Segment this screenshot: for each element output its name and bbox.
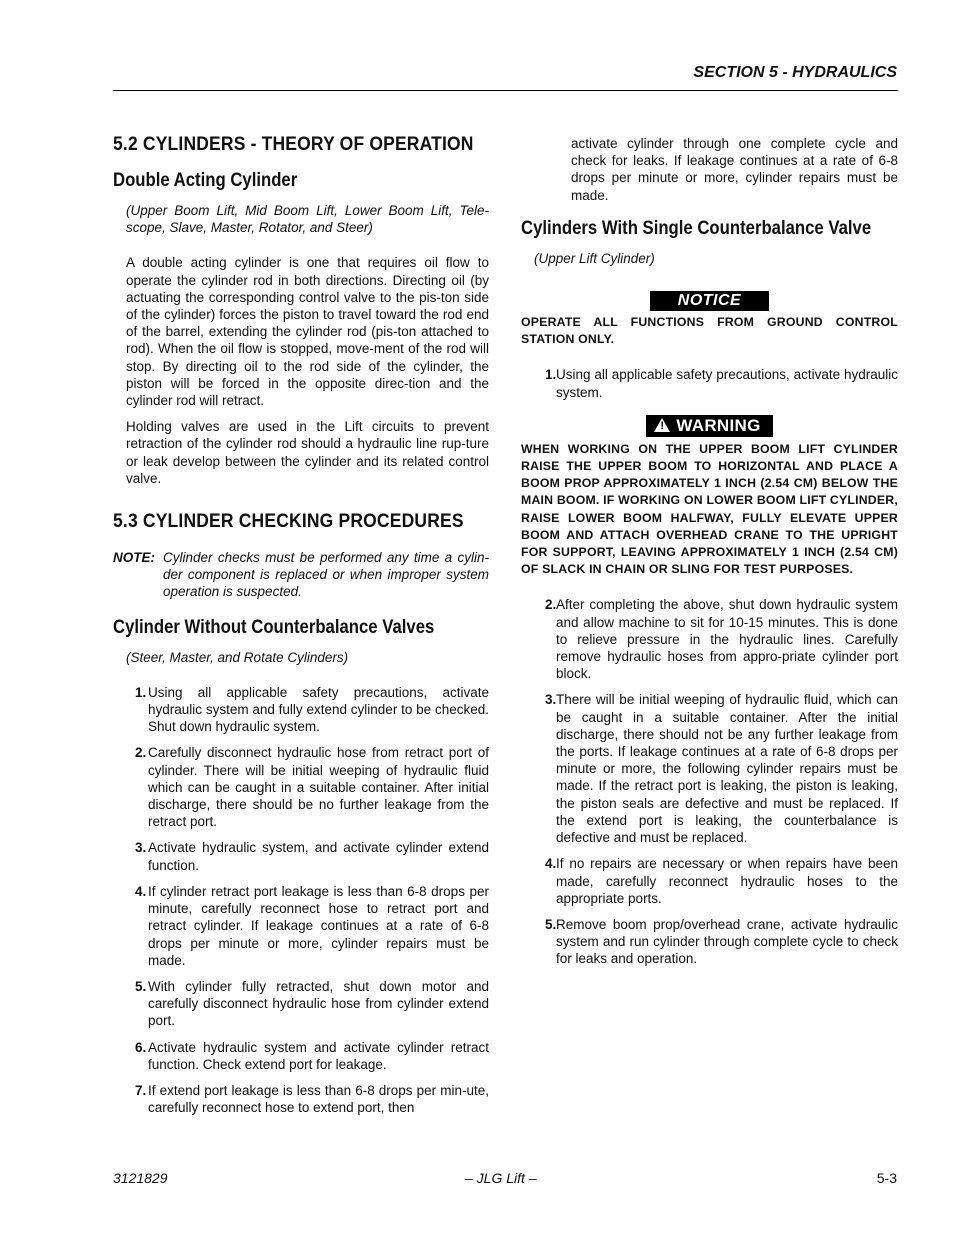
list-item: 5. Remove boom prop/overhead crane, activate hydraulic system and run cylinder through complete cycle to check for leaks and operation. xyxy=(545,916,898,967)
list-item: 4. If cylinder retract port leakage is less than 6-8 drops per minute, carefully reconnect hose to retract port and retract cylinder. If leakage continues at a rate of 6-8 drops per minute or more, cylinder repairs must be made. xyxy=(135,883,489,968)
list-item: 5. With cylinder fully retracted, shut down motor and carefully disconnect hydraulic hose from cylinder extend port. xyxy=(135,978,489,1029)
notice-text: OPERATE ALL FUNCTIONS FROM GROUND CONTROL STATION ONLY. xyxy=(521,315,898,347)
notice-badge: NOTICE xyxy=(650,291,769,311)
single-counterbalance-steps xyxy=(521,596,898,967)
without-counterbalance-heading: Cylinder Without Counterbalance Valves xyxy=(113,616,435,638)
single-counterbalance-applications: (Upper Lift Cylinder) xyxy=(534,250,655,266)
list-item: 1. Using all applicable safety precautions, activate hydraulic system. xyxy=(545,367,898,400)
double-acting-cylinder-heading: Double Acting Cylinder xyxy=(113,170,298,191)
warning-triangle-icon: ! xyxy=(654,418,670,432)
list-item: 2. Carefully disconnect hydraulic hose from retract port of cylinder. There will be initial weeping of hydraulic fluid which can be caught in a suitable container. After initial discharge, there should be no further leakage from the retract port. xyxy=(135,745,489,830)
note-label: NOTE: xyxy=(113,550,155,566)
footer-brand: – JLG Lift – xyxy=(465,1170,537,1186)
header-rule xyxy=(113,90,898,91)
double-acting-paragraph-2: Holding valves are used in the Lift circuits to prevent retraction of the cylinder rod should a hydraulic line rup-ture or leak develop between the cylinder and its related control valve. xyxy=(126,419,489,486)
list-item: 6. Activate hydraulic system and activate cylinder retract function. Check extend port for leakage. xyxy=(135,1039,489,1072)
left-column xyxy=(113,130,489,1125)
list-item: 2. After completing the above, shut down hydraulic system and allow machine to sit for 10-15 minutes. This is done to relieve pressure in the hydraulic lines. Carefully remove hydraulic hoses from appro-priate cylinder port block. xyxy=(545,597,898,682)
note-text: Cylinder checks must be performed any time a cylin-der component is replaced or when improper system operation is suspected. xyxy=(163,550,489,600)
note xyxy=(113,549,489,601)
without-counterbalance-applications: (Steer, Master, and Rotate Cylinders) xyxy=(126,649,349,665)
single-counterbalance-heading: Cylinders With Single Counterbalance Valve xyxy=(521,217,872,239)
without-counterbalance-steps xyxy=(113,684,489,1116)
warning-badge: ! WARNING xyxy=(646,415,772,437)
right-column xyxy=(521,130,898,977)
warning-text: WHEN WORKING ON THE UPPER BOOM LIFT CYLINDER RAISE THE UPPER BOOM TO HORIZONTAL AND PLACE A BOOM PROP APPROXIMATELY 1 INCH (2.54 CM) BELOW THE MAIN BOOM. IF WORKING ON LOWER BOOM LIFT CYLINDER, RAISE LOWER BOOM HALFWAY, FULLY ELEVATE UPPER BOOM AND ATTACH OVERHEAD CRANE TO THE UPRIGHT FOR SUPPORT, LEAVING APPROXIMATELY 1 INCH (2.54 CM) OF SLACK IN CHAIN OR SLING FOR TEST PURPOSES. xyxy=(521,441,898,577)
single-counterbalance-step-1 xyxy=(521,366,898,400)
list-item: 3. There will be initial weeping of hydraulic fluid, which can be caught in a suitable container. After the initial discharge, there should not be any further leakage from the ports. If leakage continues at a rate of 6-8 drops per minute or more, the following cylinder repairs must be made. If the retract port is leaking, the piston is leaking, the piston seals are defective and must be replaced. If the extend port is leaking, the counterbalance is defective and must be replaced. xyxy=(545,692,898,846)
section-5-3-title: 5.3 CYLINDER CHECKING PROCEDURES xyxy=(113,511,464,533)
list-item: 3. Activate hydraulic system, and activate cylinder extend function. xyxy=(135,840,489,873)
list-item: 1. Using all applicable safety precautions, activate hydraulic system and fully extend cylinder to be checked. Shut down hydraulic system. xyxy=(135,684,489,735)
double-acting-applications: (Upper Boom Lift, Mid Boom Lift, Lower Boom Lift, Tele-scope, Slave, Master, Rotator, and Steer) xyxy=(126,203,489,236)
section-5-2-title: 5.2 CYLINDERS - THEORY OF OPERATION xyxy=(113,134,474,155)
step-7-continuation: activate cylinder through one complete cycle and check for leaks. If leakage continues at a rate of 6-8 drops per minute or more, cylinder repairs must be made. xyxy=(571,136,898,203)
section-header: SECTION 5 - HYDRAULICS xyxy=(693,64,897,81)
double-acting-paragraph-1: A double acting cylinder is one that requires oil flow to operate the cylinder rod in both directions. Directing oil (by actuating the corresponding control valve to the pis-ton side of the cylinder) forces the piston to travel toward the rod end of the barrel, extending the cylinder rod (pis-ton attached to rod). When the oil flow is stopped, move-ment of the rod will stop. By directing oil to the rod side of the cylinder, the piston will be forced in the opposite direc-tion and the cylinder rod will retract. xyxy=(126,255,489,409)
notice-box xyxy=(521,291,898,311)
warning-box xyxy=(521,415,898,437)
list-item: 7. If extend port leakage is less than 6-8 drops per min-ute, carefully reconnect hose to extend port, then xyxy=(135,1082,489,1116)
page-number: 5-3 xyxy=(876,1170,897,1186)
doc-number: 3121829 xyxy=(113,1170,168,1186)
list-item: 4. If no repairs are necessary or when repairs have been made, carefully reconnect hydraulic hoses to the appropriate ports. xyxy=(545,856,898,906)
